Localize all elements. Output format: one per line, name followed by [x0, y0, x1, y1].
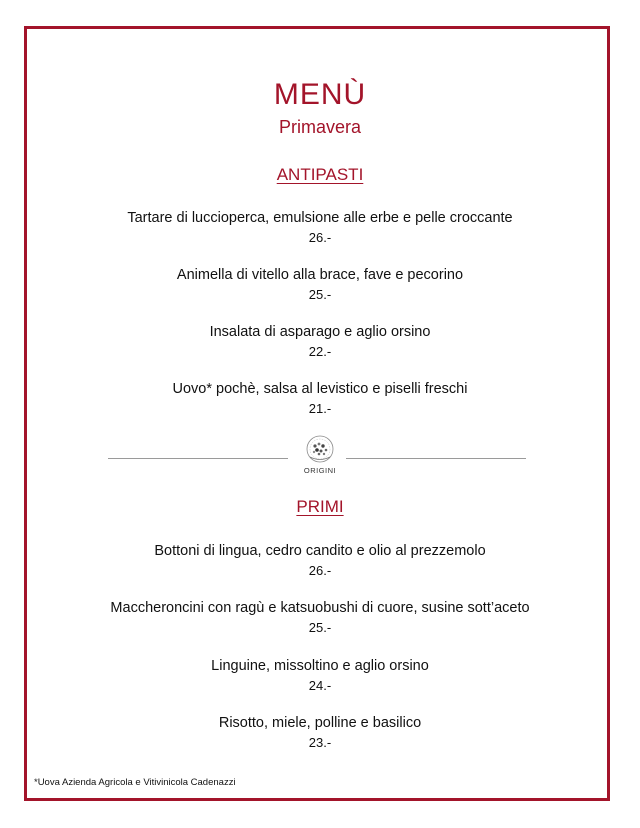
dish-price: 25.- [308, 620, 332, 635]
dish-price: 26.- [308, 563, 332, 578]
menu-subtitle: Primavera [278, 117, 362, 137]
dish-item [0, 379, 640, 419]
dish-item [0, 208, 640, 248]
section-heading-primi: PRIMI [296, 497, 344, 516]
dish-price: 25.- [308, 287, 332, 302]
logo-emblem-icon [296, 433, 344, 467]
dish-name: Insalata di asparago e aglio orsino [209, 324, 431, 340]
dish-item [0, 265, 640, 305]
dish-name: Maccheroncini con ragù e katsuobushi di cuore, susine sott’aceto [110, 600, 530, 616]
dish-price: 24.- [308, 678, 332, 693]
dish-price: 26.- [308, 230, 332, 245]
dish-name: Linguine, missoltino e aglio orsino [211, 658, 429, 674]
logo-wordmark: ORIGINI [303, 466, 337, 475]
dish-name: Risotto, miele, polline e basilico [218, 715, 422, 731]
origini-logo [296, 433, 344, 483]
divider-line-right [346, 458, 526, 459]
dish-price: 22.- [308, 344, 332, 359]
dish-item [0, 713, 640, 753]
dish-item [0, 322, 640, 362]
dish-item [0, 541, 640, 581]
dish-price: 21.- [308, 401, 332, 416]
dish-name: Tartare di luccioperca, emulsione alle erbe e pelle croccante [127, 210, 513, 226]
divider-line-left [108, 458, 288, 459]
section-heading-antipasti: ANTIPASTI [276, 165, 364, 184]
dish-item [0, 598, 640, 638]
dish-name: Uovo* pochè, salsa al levistico e piselli freschi [172, 381, 468, 397]
menu-title: MENÙ [273, 78, 367, 111]
dish-name: Bottoni di lingua, cedro candito e olio al prezzemolo [154, 543, 486, 559]
dish-name: Animella di vitello alla brace, fave e pecorino [176, 267, 464, 283]
dish-item [0, 656, 640, 696]
dish-price: 23.- [308, 735, 332, 750]
footnote: *Uova Azienda Agricola e Vitivinicola Cadenazzi [34, 777, 236, 788]
